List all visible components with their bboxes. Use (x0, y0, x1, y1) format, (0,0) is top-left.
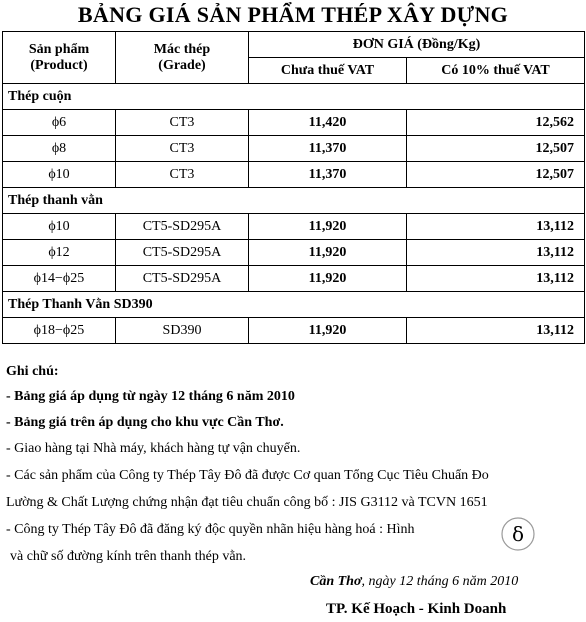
grade-column-header (116, 32, 249, 84)
table-row (3, 318, 585, 344)
note-line: Lường & Chất Lượng chứng nhận đạt tiêu chuẩn công bố : JIS G3112 và TCVN 1651 (6, 495, 488, 510)
price-vat-cell: 13,112 (407, 214, 585, 240)
price-cell: 11,920 (249, 240, 407, 266)
product-column-header (3, 32, 116, 84)
note-line: - Công ty Thép Tây Đô đã đăng ký độc quyền nhãn hiệu hàng hoá : Hình (6, 522, 415, 537)
table-row (3, 240, 585, 266)
grade-cell: CT3 (116, 110, 249, 136)
product-cell: ϕ8 (3, 136, 116, 162)
grade-cell: SD390 (116, 318, 249, 344)
table-row (3, 214, 585, 240)
product-cell: ϕ12 (3, 240, 116, 266)
table-row (3, 162, 585, 188)
section-title: Thép thanh vằn (3, 188, 585, 214)
with-vat-header: Có 10% thuế VAT (407, 58, 585, 84)
price-vat-cell: 13,112 (407, 318, 585, 344)
page-title: BẢNG GIÁ SẢN PHẨM THÉP XÂY DỰNG (77, 2, 509, 27)
price-cell: 11,370 (249, 136, 407, 162)
grade-cell: CT5-SD295A (116, 240, 249, 266)
price-table (2, 31, 585, 344)
no-vat-header: Chưa thuế VAT (249, 58, 407, 84)
price-vat-cell: 13,112 (407, 240, 585, 266)
product-cell: ϕ14−ϕ25 (3, 266, 116, 292)
price-vat-cell: 13,112 (407, 266, 585, 292)
price-cell: 11,920 (249, 214, 407, 240)
price-cell: 11,920 (249, 266, 407, 292)
price-vat-cell: 12,507 (407, 162, 585, 188)
signature-date: , ngày 12 tháng 6 năm 2010 (361, 574, 519, 589)
grade-cell: CT5-SD295A (116, 266, 249, 292)
note-line: - Bảng giá áp dụng từ ngày 12 tháng 6 năm 2010 (6, 389, 295, 404)
grade-cell: CT3 (116, 136, 249, 162)
product-cell: ϕ18−ϕ25 (3, 318, 116, 344)
price-vat-cell: 12,507 (407, 136, 585, 162)
section-row (3, 292, 585, 318)
table-row (3, 266, 585, 292)
grade-header-vi: Mác thép (153, 41, 211, 57)
signature-department: TP. Kế Hoạch - Kinh Doanh (326, 601, 507, 617)
grade-cell: CT5-SD295A (116, 214, 249, 240)
section-title: Thép Thanh Vằn SD390 (3, 292, 585, 318)
section-row (3, 84, 585, 110)
product-header-en: (Product) (30, 57, 88, 73)
trademark-delta-icon (500, 516, 536, 552)
signature-place: Cần Thơ (310, 574, 362, 589)
table-row (3, 136, 585, 162)
product-cell: ϕ10 (3, 214, 116, 240)
section-row (3, 188, 585, 214)
signature-date-line (310, 574, 518, 590)
note-line: và chữ số đường kính trên thanh thép vằn. (10, 549, 247, 564)
product-cell: ϕ10 (3, 162, 116, 188)
note-line: - Giao hàng tại Nhà máy, khách hàng tự vận chuyển. (6, 441, 301, 456)
section-title: Thép cuộn (3, 84, 585, 110)
table-header-row (3, 32, 585, 58)
price-cell: 11,920 (249, 318, 407, 344)
price-cell: 11,420 (249, 110, 407, 136)
unit-price-header: ĐƠN GIÁ (Đồng/Kg) (249, 32, 585, 58)
notes-heading: Ghi chú: (6, 364, 59, 379)
product-header-vi: Sản phẩm (28, 41, 90, 57)
price-vat-cell: 12,562 (407, 110, 585, 136)
table-row (3, 110, 585, 136)
note-line: - Bảng giá trên áp dụng cho khu vực Cần Thơ. (6, 415, 284, 430)
grade-header-en: (Grade) (158, 57, 206, 73)
trademark-symbol: δ (511, 522, 525, 546)
product-cell: ϕ6 (3, 110, 116, 136)
note-line: - Các sản phẩm của Công ty Thép Tây Đô đã được Cơ quan Tổng Cục Tiêu Chuẩn Đo (6, 468, 489, 483)
price-cell: 11,370 (249, 162, 407, 188)
grade-cell: CT3 (116, 162, 249, 188)
